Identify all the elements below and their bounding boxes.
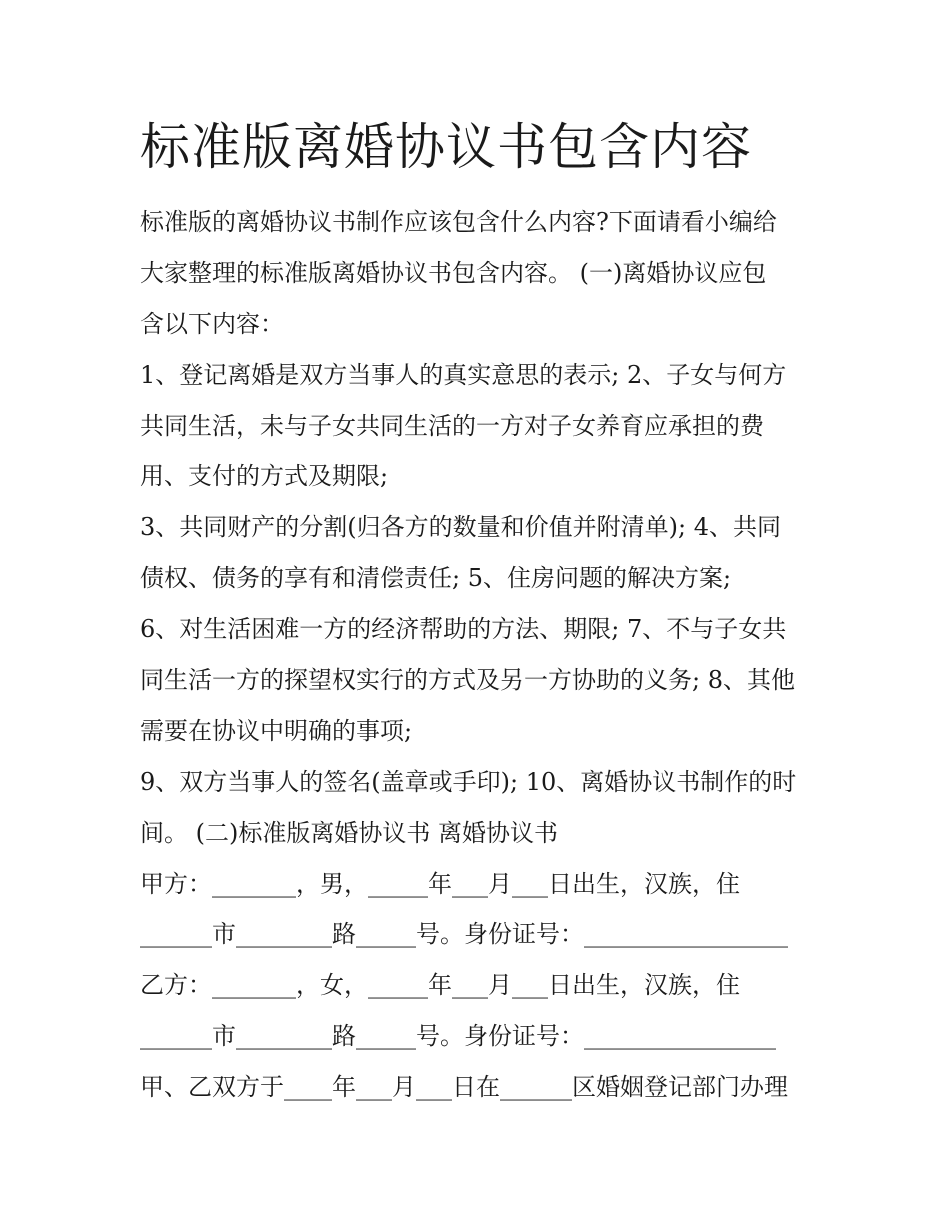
party-a-address-line: ______市________路_____号。身份证号：_________________ (140, 920, 788, 949)
body-line: 债权、债务的享有和清偿责任; 5、住房问题的解决方案; (140, 564, 732, 593)
body-line: 同生活一方的探望权实行的方式及另一方协助的义务; 8、其他 (140, 666, 795, 695)
registration-line: 甲、乙双方于____年___月___日在______区婚姻登记部门办理 (140, 1073, 788, 1102)
party-b-line: 乙方：_______，女，_____年___月___日出生，汉族，住 (140, 971, 740, 1000)
document-body (140, 197, 840, 1113)
body-line: 6、对生活困难一方的经济帮助的方法、期限; 7、不与子女共 (140, 615, 787, 644)
body-line: 大家整理的标准版离婚协议书包含内容。 (一)离婚协议应包 (140, 258, 767, 287)
body-line: 用、支付的方式及期限; (140, 462, 389, 491)
body-line: 9、双方当事人的签名(盖章或手印); 10、离婚协议书制作的时 (140, 767, 797, 796)
body-line: 标准版的离婚协议书制作应该包含什么内容?下面请看小编给 (140, 208, 777, 236)
body-line: 需要在协议中明确的事项; (140, 716, 413, 745)
document-title: 标准版离婚协议书包含内容 (140, 118, 752, 176)
body-line: 共同生活，未与子女共同生活的一方对子女养育应承担的费 (140, 411, 764, 440)
party-b-address-line: ______市________路_____号。身份证号：________________ (140, 1022, 776, 1051)
body-line: 1、登记离婚是双方当事人的真实意思的表示; 2、子女与何方 (140, 360, 787, 389)
body-line: 间。 (二)标准版离婚协议书 离婚协议书 (140, 818, 558, 847)
body-line: 3、共同财产的分割(归各方的数量和价值并附清单); 4、共同 (140, 513, 781, 542)
party-a-line: 甲方：_______，男，_____年___月___日出生，汉族，住 (140, 869, 740, 898)
body-line: 含以下内容： (140, 309, 284, 338)
